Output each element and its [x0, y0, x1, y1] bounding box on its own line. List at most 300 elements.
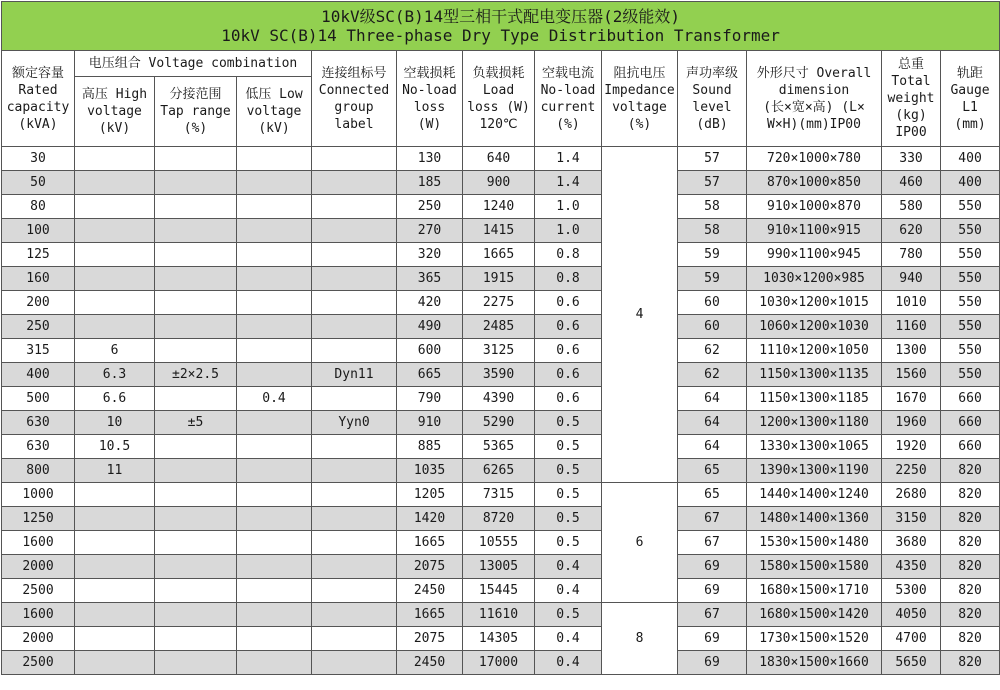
cell-total-weight: 5300: [882, 579, 941, 603]
cell-overall-dimension: 870×1000×850: [747, 171, 882, 195]
cell-high-voltage: [75, 627, 155, 651]
cell-connected-group: [312, 195, 397, 219]
cell-connected-group: [312, 219, 397, 243]
cell-low-voltage: [237, 147, 312, 171]
cell-tap-range: [155, 291, 237, 315]
cell-high-voltage: [75, 603, 155, 627]
cell-capacity: 500: [2, 387, 75, 411]
cell-capacity: 1250: [2, 507, 75, 531]
cell-load-loss: 1665: [463, 243, 535, 267]
header-rated-capacity: 额定容量 Rated capacity (kVA): [2, 51, 75, 147]
cell-connected-group: [312, 291, 397, 315]
cell-no-load-current: 0.5: [535, 603, 602, 627]
cell-capacity: 50: [2, 171, 75, 195]
cell-tap-range: ±2×2.5: [155, 363, 237, 387]
cell-connected-group: [312, 267, 397, 291]
cell-high-voltage: [75, 483, 155, 507]
cell-sound-level: 64: [678, 411, 747, 435]
title-chinese: 10kV级SC(B)14型三相干式配电变压器(2级能效): [321, 7, 680, 26]
cell-high-voltage: [75, 315, 155, 339]
cell-low-voltage: [237, 459, 312, 483]
cell-no-load-current: 0.4: [535, 555, 602, 579]
cell-low-voltage: [237, 291, 312, 315]
cell-low-voltage: [237, 171, 312, 195]
cell-no-load-loss: 1665: [397, 603, 463, 627]
table-row: [2, 603, 1000, 627]
cell-no-load-loss: 2450: [397, 579, 463, 603]
cell-capacity: 2000: [2, 555, 75, 579]
cell-total-weight: 1010: [882, 291, 941, 315]
title-row: [2, 2, 1000, 51]
cell-no-load-loss: 250: [397, 195, 463, 219]
cell-low-voltage: [237, 627, 312, 651]
cell-overall-dimension: 1480×1400×1360: [747, 507, 882, 531]
cell-sound-level: 58: [678, 219, 747, 243]
cell-connected-group: [312, 531, 397, 555]
cell-tap-range: [155, 435, 237, 459]
cell-load-loss: 10555: [463, 531, 535, 555]
cell-no-load-current: 0.4: [535, 579, 602, 603]
cell-load-loss: 6265: [463, 459, 535, 483]
cell-no-load-loss: 320: [397, 243, 463, 267]
cell-total-weight: 3150: [882, 507, 941, 531]
cell-sound-level: 62: [678, 363, 747, 387]
cell-total-weight: 5650: [882, 651, 941, 675]
cell-connected-group: [312, 339, 397, 363]
cell-connected-group: [312, 315, 397, 339]
cell-low-voltage: 0.4: [237, 387, 312, 411]
cell-no-load-current: 0.5: [535, 531, 602, 555]
cell-total-weight: 4700: [882, 627, 941, 651]
cell-low-voltage: [237, 531, 312, 555]
cell-tap-range: [155, 507, 237, 531]
cell-no-load-current: 0.5: [535, 459, 602, 483]
cell-no-load-current: 0.5: [535, 411, 602, 435]
cell-no-load-current: 1.4: [535, 147, 602, 171]
cell-sound-level: 58: [678, 195, 747, 219]
cell-sound-level: 60: [678, 315, 747, 339]
cell-gauge: 820: [941, 555, 1000, 579]
table-title: [2, 2, 1000, 51]
cell-total-weight: 1670: [882, 387, 941, 411]
cell-load-loss: 1415: [463, 219, 535, 243]
cell-load-loss: 4390: [463, 387, 535, 411]
cell-capacity: 200: [2, 291, 75, 315]
cell-no-load-current: 0.5: [535, 507, 602, 531]
cell-overall-dimension: 1150×1300×1135: [747, 363, 882, 387]
table-row: [2, 411, 1000, 435]
cell-total-weight: 2680: [882, 483, 941, 507]
cell-tap-range: [155, 459, 237, 483]
cell-tap-range: [155, 195, 237, 219]
cell-no-load-loss: 2075: [397, 627, 463, 651]
header-no-load-loss: 空载损耗 No-load loss (W): [397, 51, 463, 147]
cell-high-voltage: [75, 579, 155, 603]
cell-tap-range: [155, 627, 237, 651]
table-row: [2, 315, 1000, 339]
table-row: [2, 579, 1000, 603]
cell-capacity: 1600: [2, 531, 75, 555]
cell-gauge: 820: [941, 627, 1000, 651]
cell-tap-range: ±5: [155, 411, 237, 435]
cell-impedance-voltage: 8: [602, 603, 678, 675]
header-gauge: 轨距 Gauge L1 (mm): [941, 51, 1000, 147]
table-row: [2, 483, 1000, 507]
header-impedance-voltage: 阻抗电压 Impedance voltage (%): [602, 51, 678, 147]
cell-low-voltage: [237, 603, 312, 627]
table-row: [2, 459, 1000, 483]
cell-overall-dimension: 1030×1200×985: [747, 267, 882, 291]
cell-sound-level: 67: [678, 531, 747, 555]
cell-no-load-loss: 185: [397, 171, 463, 195]
cell-no-load-current: 0.6: [535, 315, 602, 339]
header-total-weight: 总重 Total weight (kg) IP00: [882, 51, 941, 147]
cell-no-load-current: 0.6: [535, 339, 602, 363]
cell-low-voltage: [237, 243, 312, 267]
cell-total-weight: 620: [882, 219, 941, 243]
cell-load-loss: 5290: [463, 411, 535, 435]
cell-load-loss: 1240: [463, 195, 535, 219]
cell-high-voltage: 6.3: [75, 363, 155, 387]
cell-load-loss: 3590: [463, 363, 535, 387]
cell-low-voltage: [237, 555, 312, 579]
cell-connected-group: [312, 483, 397, 507]
cell-tap-range: [155, 171, 237, 195]
cell-no-load-current: 0.4: [535, 651, 602, 675]
cell-capacity: 630: [2, 411, 75, 435]
cell-high-voltage: [75, 291, 155, 315]
cell-capacity: 30: [2, 147, 75, 171]
cell-low-voltage: [237, 267, 312, 291]
cell-no-load-loss: 885: [397, 435, 463, 459]
cell-gauge: 550: [941, 339, 1000, 363]
table-row: [2, 363, 1000, 387]
cell-overall-dimension: 1030×1200×1015: [747, 291, 882, 315]
cell-connected-group: [312, 459, 397, 483]
cell-overall-dimension: 720×1000×780: [747, 147, 882, 171]
cell-no-load-loss: 490: [397, 315, 463, 339]
cell-load-loss: 17000: [463, 651, 535, 675]
cell-capacity: 1600: [2, 603, 75, 627]
cell-high-voltage: 6: [75, 339, 155, 363]
cell-no-load-current: 1.0: [535, 195, 602, 219]
cell-high-voltage: [75, 219, 155, 243]
cell-gauge: 550: [941, 219, 1000, 243]
cell-high-voltage: [75, 267, 155, 291]
cell-connected-group: Dyn11: [312, 363, 397, 387]
cell-load-loss: 1915: [463, 267, 535, 291]
cell-no-load-loss: 2075: [397, 555, 463, 579]
title-english: 10kV SC(B)14 Three-phase Dry Type Distribution Transformer: [221, 26, 780, 45]
cell-total-weight: 4050: [882, 603, 941, 627]
table-row: [2, 339, 1000, 363]
cell-no-load-current: 0.6: [535, 387, 602, 411]
cell-overall-dimension: 1200×1300×1180: [747, 411, 882, 435]
cell-load-loss: 7315: [463, 483, 535, 507]
cell-load-loss: 2275: [463, 291, 535, 315]
cell-overall-dimension: 1150×1300×1185: [747, 387, 882, 411]
cell-no-load-current: 1.4: [535, 171, 602, 195]
header-low-voltage: 低压 Low voltage (kV): [237, 77, 312, 147]
cell-total-weight: 460: [882, 171, 941, 195]
cell-overall-dimension: 1680×1500×1420: [747, 603, 882, 627]
cell-gauge: 400: [941, 147, 1000, 171]
cell-no-load-loss: 1420: [397, 507, 463, 531]
cell-sound-level: 69: [678, 627, 747, 651]
cell-overall-dimension: 1060×1200×1030: [747, 315, 882, 339]
cell-total-weight: 4350: [882, 555, 941, 579]
cell-high-voltage: [75, 651, 155, 675]
cell-sound-level: 62: [678, 339, 747, 363]
cell-total-weight: 3680: [882, 531, 941, 555]
cell-sound-level: 67: [678, 507, 747, 531]
cell-gauge: 550: [941, 315, 1000, 339]
cell-no-load-loss: 420: [397, 291, 463, 315]
cell-load-loss: 900: [463, 171, 535, 195]
cell-gauge: 550: [941, 195, 1000, 219]
cell-capacity: 400: [2, 363, 75, 387]
cell-total-weight: 1300: [882, 339, 941, 363]
table-row: [2, 531, 1000, 555]
transformer-spec-table: [1, 1, 1000, 675]
cell-connected-group: Yyn0: [312, 411, 397, 435]
cell-sound-level: 64: [678, 387, 747, 411]
cell-overall-dimension: 1830×1500×1660: [747, 651, 882, 675]
cell-connected-group: [312, 243, 397, 267]
cell-capacity: 80: [2, 195, 75, 219]
table-row: [2, 651, 1000, 675]
table-row: [2, 147, 1000, 171]
table-row: [2, 267, 1000, 291]
cell-impedance-voltage: 4: [602, 147, 678, 483]
cell-high-voltage: [75, 507, 155, 531]
cell-gauge: 820: [941, 603, 1000, 627]
cell-capacity: 100: [2, 219, 75, 243]
cell-tap-range: [155, 387, 237, 411]
cell-low-voltage: [237, 363, 312, 387]
cell-connected-group: [312, 579, 397, 603]
cell-low-voltage: [237, 435, 312, 459]
cell-capacity: 800: [2, 459, 75, 483]
cell-no-load-loss: 1205: [397, 483, 463, 507]
cell-total-weight: 1160: [882, 315, 941, 339]
cell-sound-level: 67: [678, 603, 747, 627]
cell-capacity: 630: [2, 435, 75, 459]
cell-capacity: 2500: [2, 579, 75, 603]
cell-no-load-current: 0.8: [535, 243, 602, 267]
table-row: [2, 507, 1000, 531]
cell-capacity: 1000: [2, 483, 75, 507]
cell-load-loss: 14305: [463, 627, 535, 651]
cell-sound-level: 69: [678, 579, 747, 603]
cell-sound-level: 65: [678, 483, 747, 507]
cell-overall-dimension: 910×1100×915: [747, 219, 882, 243]
cell-sound-level: 59: [678, 267, 747, 291]
cell-overall-dimension: 1680×1500×1710: [747, 579, 882, 603]
table-row: [2, 171, 1000, 195]
cell-no-load-current: 1.0: [535, 219, 602, 243]
cell-capacity: 315: [2, 339, 75, 363]
cell-high-voltage: [75, 171, 155, 195]
cell-high-voltage: [75, 147, 155, 171]
cell-no-load-current: 0.4: [535, 627, 602, 651]
cell-total-weight: 580: [882, 195, 941, 219]
cell-low-voltage: [237, 651, 312, 675]
cell-tap-range: [155, 579, 237, 603]
cell-connected-group: [312, 387, 397, 411]
table-row: [2, 195, 1000, 219]
cell-no-load-current: 0.8: [535, 267, 602, 291]
cell-tap-range: [155, 315, 237, 339]
cell-high-voltage: [75, 531, 155, 555]
cell-load-loss: 11610: [463, 603, 535, 627]
cell-low-voltage: [237, 411, 312, 435]
cell-no-load-loss: 130: [397, 147, 463, 171]
cell-overall-dimension: 1580×1500×1580: [747, 555, 882, 579]
cell-connected-group: [312, 555, 397, 579]
cell-load-loss: 2485: [463, 315, 535, 339]
cell-low-voltage: [237, 339, 312, 363]
cell-total-weight: 780: [882, 243, 941, 267]
cell-sound-level: 64: [678, 435, 747, 459]
cell-sound-level: 60: [678, 291, 747, 315]
cell-gauge: 550: [941, 363, 1000, 387]
cell-gauge: 820: [941, 651, 1000, 675]
cell-overall-dimension: 1440×1400×1240: [747, 483, 882, 507]
cell-high-voltage: [75, 555, 155, 579]
cell-load-loss: 5365: [463, 435, 535, 459]
table-row: [2, 291, 1000, 315]
cell-load-loss: 8720: [463, 507, 535, 531]
cell-connected-group: [312, 171, 397, 195]
cell-total-weight: 1960: [882, 411, 941, 435]
header-load-loss: 负载损耗 Load loss (W) 120℃: [463, 51, 535, 147]
cell-connected-group: [312, 147, 397, 171]
cell-gauge: 400: [941, 171, 1000, 195]
cell-no-load-current: 0.5: [535, 435, 602, 459]
header-tap-range: 分接范围 Tap range (%): [155, 77, 237, 147]
cell-no-load-current: 0.6: [535, 291, 602, 315]
cell-sound-level: 59: [678, 243, 747, 267]
header-no-load-current: 空载电流 No-load current (%): [535, 51, 602, 147]
cell-tap-range: [155, 531, 237, 555]
cell-high-voltage: 10.5: [75, 435, 155, 459]
cell-no-load-loss: 910: [397, 411, 463, 435]
header-sound-level: 声功率级 Sound level (dB): [678, 51, 747, 147]
cell-capacity: 125: [2, 243, 75, 267]
table-row: [2, 219, 1000, 243]
cell-no-load-loss: 600: [397, 339, 463, 363]
cell-low-voltage: [237, 315, 312, 339]
cell-connected-group: [312, 627, 397, 651]
cell-sound-level: 57: [678, 147, 747, 171]
cell-gauge: 550: [941, 291, 1000, 315]
cell-tap-range: [155, 267, 237, 291]
cell-sound-level: 69: [678, 651, 747, 675]
cell-sound-level: 65: [678, 459, 747, 483]
header-high-voltage: 高压 High voltage (kV): [75, 77, 155, 147]
table-row: [2, 387, 1000, 411]
cell-capacity: 2000: [2, 627, 75, 651]
cell-tap-range: [155, 555, 237, 579]
cell-high-voltage: 6.6: [75, 387, 155, 411]
cell-gauge: 550: [941, 267, 1000, 291]
cell-no-load-loss: 2450: [397, 651, 463, 675]
cell-high-voltage: 11: [75, 459, 155, 483]
cell-overall-dimension: 1730×1500×1520: [747, 627, 882, 651]
table-row: [2, 243, 1000, 267]
cell-no-load-loss: 665: [397, 363, 463, 387]
cell-no-load-loss: 270: [397, 219, 463, 243]
cell-gauge: 820: [941, 459, 1000, 483]
cell-sound-level: 57: [678, 171, 747, 195]
cell-tap-range: [155, 483, 237, 507]
cell-high-voltage: [75, 195, 155, 219]
cell-connected-group: [312, 651, 397, 675]
cell-no-load-loss: 365: [397, 267, 463, 291]
header-row-1: [2, 51, 1000, 77]
cell-load-loss: 640: [463, 147, 535, 171]
cell-connected-group: [312, 507, 397, 531]
cell-gauge: 660: [941, 435, 1000, 459]
cell-high-voltage: 10: [75, 411, 155, 435]
cell-high-voltage: [75, 243, 155, 267]
cell-impedance-voltage: 6: [602, 483, 678, 603]
cell-overall-dimension: 990×1100×945: [747, 243, 882, 267]
cell-gauge: 820: [941, 531, 1000, 555]
cell-no-load-loss: 1665: [397, 531, 463, 555]
table-row: [2, 627, 1000, 651]
cell-sound-level: 69: [678, 555, 747, 579]
cell-gauge: 820: [941, 483, 1000, 507]
cell-gauge: 820: [941, 579, 1000, 603]
cell-low-voltage: [237, 195, 312, 219]
cell-overall-dimension: 1330×1300×1065: [747, 435, 882, 459]
cell-tap-range: [155, 243, 237, 267]
cell-capacity: 2500: [2, 651, 75, 675]
cell-low-voltage: [237, 219, 312, 243]
cell-total-weight: 940: [882, 267, 941, 291]
header-connected-group: 连接组标号 Connected group label: [312, 51, 397, 147]
cell-total-weight: 1920: [882, 435, 941, 459]
cell-no-load-loss: 790: [397, 387, 463, 411]
cell-tap-range: [155, 219, 237, 243]
cell-no-load-current: 0.6: [535, 363, 602, 387]
cell-no-load-current: 0.5: [535, 483, 602, 507]
cell-gauge: 660: [941, 411, 1000, 435]
cell-total-weight: 2250: [882, 459, 941, 483]
cell-overall-dimension: 1110×1200×1050: [747, 339, 882, 363]
cell-load-loss: 13005: [463, 555, 535, 579]
cell-low-voltage: [237, 507, 312, 531]
cell-tap-range: [155, 651, 237, 675]
cell-no-load-loss: 1035: [397, 459, 463, 483]
cell-gauge: 660: [941, 387, 1000, 411]
cell-overall-dimension: 910×1000×870: [747, 195, 882, 219]
cell-gauge: 820: [941, 507, 1000, 531]
cell-gauge: 550: [941, 243, 1000, 267]
cell-capacity: 250: [2, 315, 75, 339]
cell-total-weight: 1560: [882, 363, 941, 387]
cell-low-voltage: [237, 483, 312, 507]
cell-tap-range: [155, 147, 237, 171]
table-row: [2, 435, 1000, 459]
header-overall-dimension: 外形尺寸 Overall dimension (长×宽×高) (L× W×H)(mm)IP00: [747, 51, 882, 147]
cell-connected-group: [312, 603, 397, 627]
cell-connected-group: [312, 435, 397, 459]
cell-tap-range: [155, 339, 237, 363]
cell-overall-dimension: 1390×1300×1190: [747, 459, 882, 483]
